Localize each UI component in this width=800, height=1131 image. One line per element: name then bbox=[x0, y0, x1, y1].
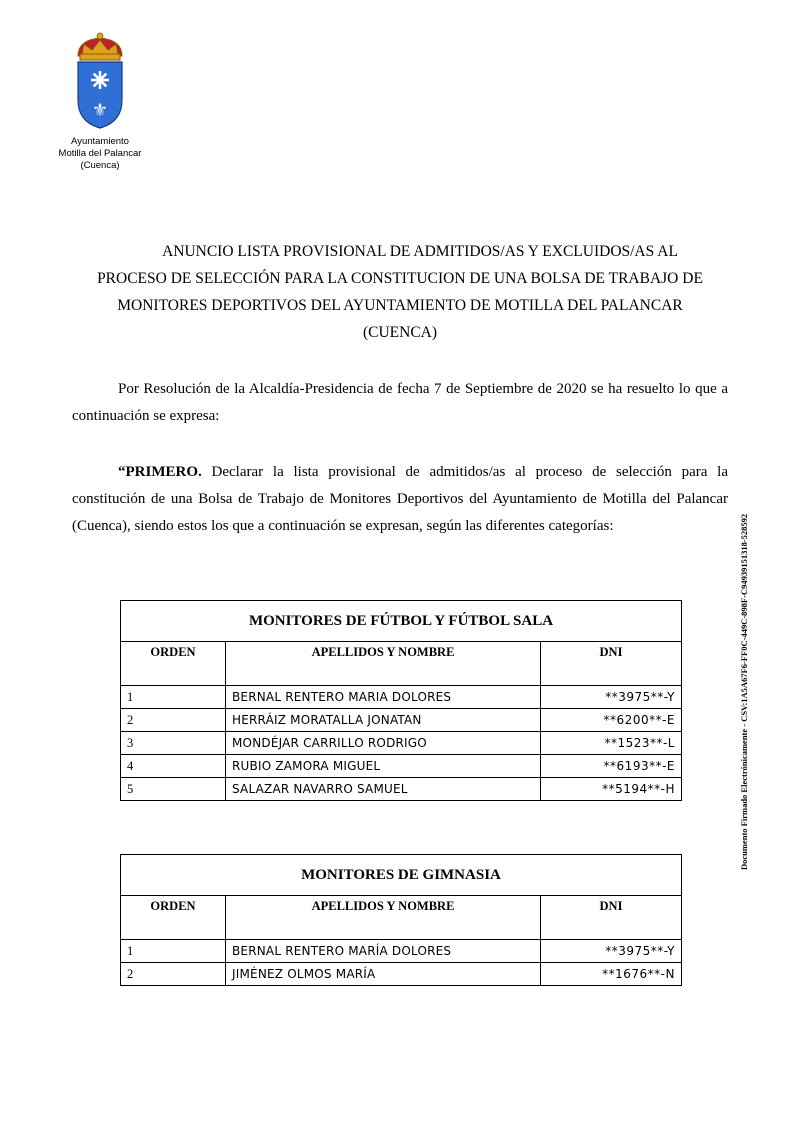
cell-orden: 2 bbox=[121, 709, 226, 732]
cell-dni: **3975**-Y bbox=[541, 940, 682, 963]
cell-dni: **6193**-E bbox=[541, 755, 682, 778]
cell-nombre: MONDÉJAR CARRILLO RODRIGO bbox=[226, 732, 541, 755]
cell-orden: 1 bbox=[121, 686, 226, 709]
table-row bbox=[121, 732, 682, 755]
table-caption: MONITORES DE FÚTBOL Y FÚTBOL SALA bbox=[121, 601, 682, 642]
cell-nombre: HERRÁIZ MORATALLA JONATAN bbox=[226, 709, 541, 732]
coat-of-arms-icon bbox=[68, 30, 132, 130]
cell-nombre: SALAZAR NAVARRO SAMUEL bbox=[226, 778, 541, 801]
electronic-signature-stamp: Documento Firmado Electrónicamente - CSV:1A5A67F6-FF0C-449C-898F-C94939151318-528592 bbox=[739, 513, 749, 870]
table-row bbox=[121, 686, 682, 709]
cell-dni: **3975**-Y bbox=[541, 686, 682, 709]
cell-dni: **6200**-E bbox=[541, 709, 682, 732]
org-line-2: Motilla del Palancar bbox=[58, 148, 142, 159]
cell-nombre: JIMÉNEZ OLMOS MARÍA bbox=[226, 963, 541, 986]
column-header-dni: DNI bbox=[541, 896, 682, 940]
paragraph-1-text: Por Resolución de la Alcaldía-Presidencia de fecha 7 de Septiembre de 2020 se ha resuelto lo que a continuación se expresa: bbox=[72, 381, 728, 424]
title-line-1: ANUNCIO LISTA PROVISIONAL DE ADMITIDOS/AS Y EXCLUIDOS/AS AL bbox=[162, 243, 678, 260]
cell-dni: **1523**-L bbox=[541, 732, 682, 755]
table-row bbox=[121, 755, 682, 778]
title-line-4: (CUENCA) bbox=[362, 324, 438, 341]
cell-orden: 4 bbox=[121, 755, 226, 778]
paragraph-2-lead: “PRIMERO. bbox=[118, 464, 202, 480]
cell-nombre: BERNAL RENTERO MARÍA DOLORES bbox=[226, 940, 541, 963]
cell-nombre: BERNAL RENTERO MARIA DOLORES bbox=[226, 686, 541, 709]
paragraph-2-text: Declarar la lista provisional de admitidos/as al proceso de selección para la constitución de una Bolsa de Trabajo de Monitores Deportivos del Ayuntamiento de Motilla del Palancar (Cuenca), siendo estos los que a continuación se expresan, según las diferentes categorías: bbox=[72, 464, 728, 534]
table-row bbox=[121, 963, 682, 986]
column-header-orden: ORDEN bbox=[121, 642, 226, 686]
cell-nombre: RUBIO ZAMORA MIGUEL bbox=[226, 755, 541, 778]
column-header-orden: ORDEN bbox=[121, 896, 226, 940]
table-caption: MONITORES DE GIMNASIA bbox=[121, 855, 682, 896]
cell-orden: 5 bbox=[121, 778, 226, 801]
cell-orden: 2 bbox=[121, 963, 226, 986]
title-line-3: MONITORES DEPORTIVOS DEL AYUNTAMIENTO DE MOTILLA DEL PALANCAR bbox=[117, 297, 683, 314]
column-header-nombre: APELLIDOS Y NOMBRE bbox=[226, 896, 541, 940]
cell-orden: 3 bbox=[121, 732, 226, 755]
table-row bbox=[121, 709, 682, 732]
cell-dni: **1676**-N bbox=[541, 963, 682, 986]
column-header-nombre: APELLIDOS Y NOMBRE bbox=[226, 642, 541, 686]
org-line-3: (Cuenca) bbox=[80, 160, 120, 171]
column-header-dni: DNI bbox=[541, 642, 682, 686]
org-line-1: Ayuntamiento bbox=[71, 136, 129, 147]
paragraph-resolution bbox=[72, 376, 728, 430]
cell-orden: 1 bbox=[121, 940, 226, 963]
table-gimnasia bbox=[120, 854, 682, 986]
table-row bbox=[121, 778, 682, 801]
table-futbol bbox=[120, 600, 682, 801]
organization-name bbox=[40, 136, 160, 172]
svg-text:⚜: ⚜ bbox=[91, 100, 109, 121]
table-row bbox=[121, 940, 682, 963]
document-title bbox=[60, 238, 740, 346]
paragraph-primero bbox=[72, 459, 728, 540]
cell-dni: **5194**-H bbox=[541, 778, 682, 801]
title-line-2: PROCESO DE SELECCIÓN PARA LA CONSTITUCION DE UNA BOLSA DE TRABAJO DE bbox=[97, 270, 703, 287]
